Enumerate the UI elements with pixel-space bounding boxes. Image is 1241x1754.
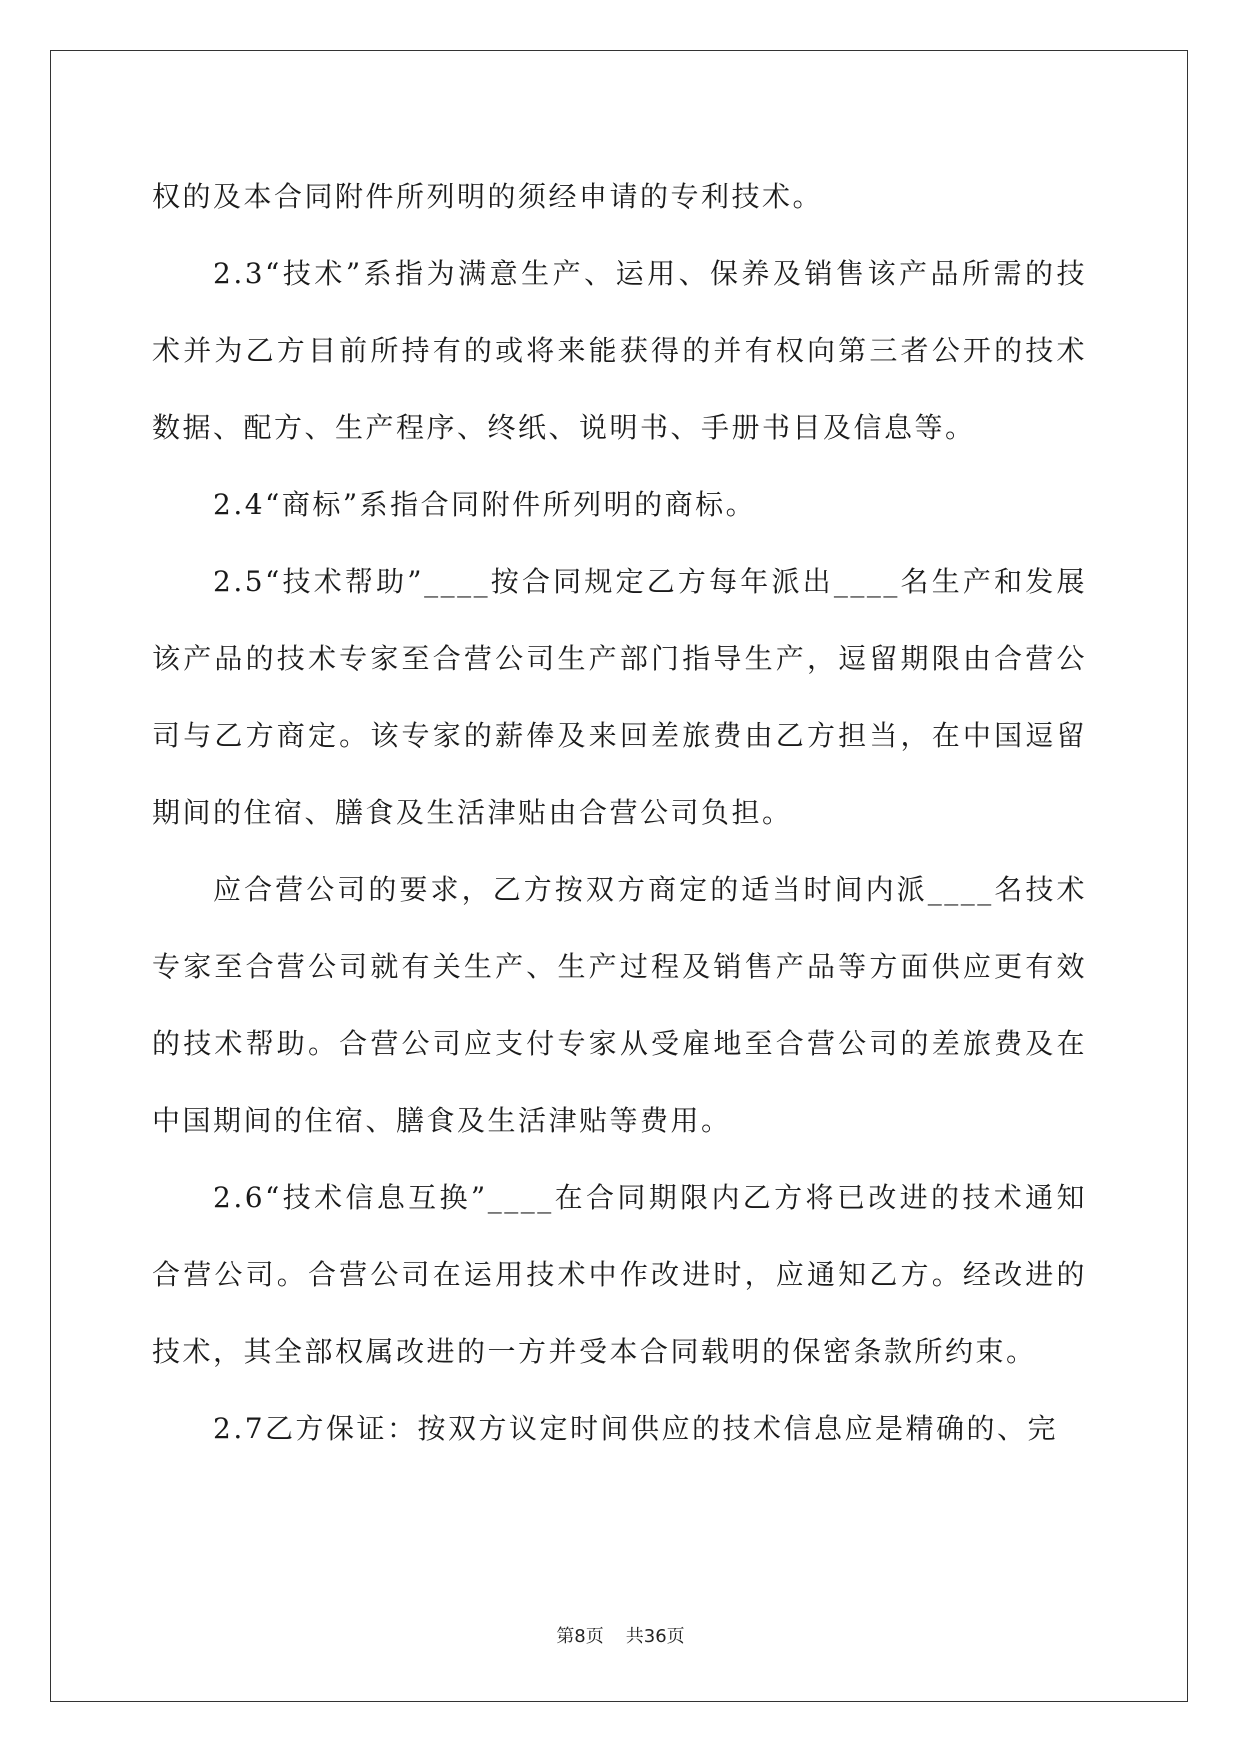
paragraph-clause-2-6: 2.6“技术信息互换”____在合同期限内乙方将已改进的技术通知合营公司。合营公司在运用技术中作改进时，应通知乙方。经改进的技术，其全部权属改进的一方并受本合同载明的保密条款所约束。 (152, 1181, 1087, 1368)
paragraph-clause-2-5-cont: 应合营公司的要求，乙方按双方商定的适当时间内派____名技术专家至合营公司就有关生产、生产过程及销售产品等方面供应更有效的技术帮助。合营公司应支付专家从受雇地至合营公司的差旅费及在中国期间的住宿、膳食及生活津贴等费用。 (152, 873, 1087, 1137)
page-footer (0, 1622, 1241, 1648)
page-number: 第8页 (556, 1626, 604, 1647)
page-total: 共36页 (625, 1626, 685, 1647)
paragraph-clause-2-5: 2.5“技术帮助”____按合同规定乙方每年派出____名生产和发展该产品的技术专家至合营公司生产部门指导生产，逗留期限由合营公司与乙方商定。该专家的薪俸及来回差旅费由乙方担当，在中国逗留期间的住宿、膳食及生活津贴由合营公司负担。 (152, 565, 1087, 829)
paragraph-continuation: 权的及本合同附件所列明的须经申请的专利技术。 (152, 180, 824, 213)
paragraph-clause-2-4: 2.4“商标”系指合同附件所列明的商标。 (213, 488, 757, 521)
document-body (152, 158, 1087, 1467)
paragraph-clause-2-7: 2.7乙方保证：按双方议定时间供应的技术信息应是精确的、完 (213, 1412, 1059, 1445)
paragraph-clause-2-3: 2.3“技术”系指为满意生产、运用、保养及销售该产品所需的技术并为乙方目前所持有的或将来能获得的并有权向第三者公开的技术数据、配方、生产程序、终纸、说明书、手册书目及信息等。 (152, 257, 1087, 444)
